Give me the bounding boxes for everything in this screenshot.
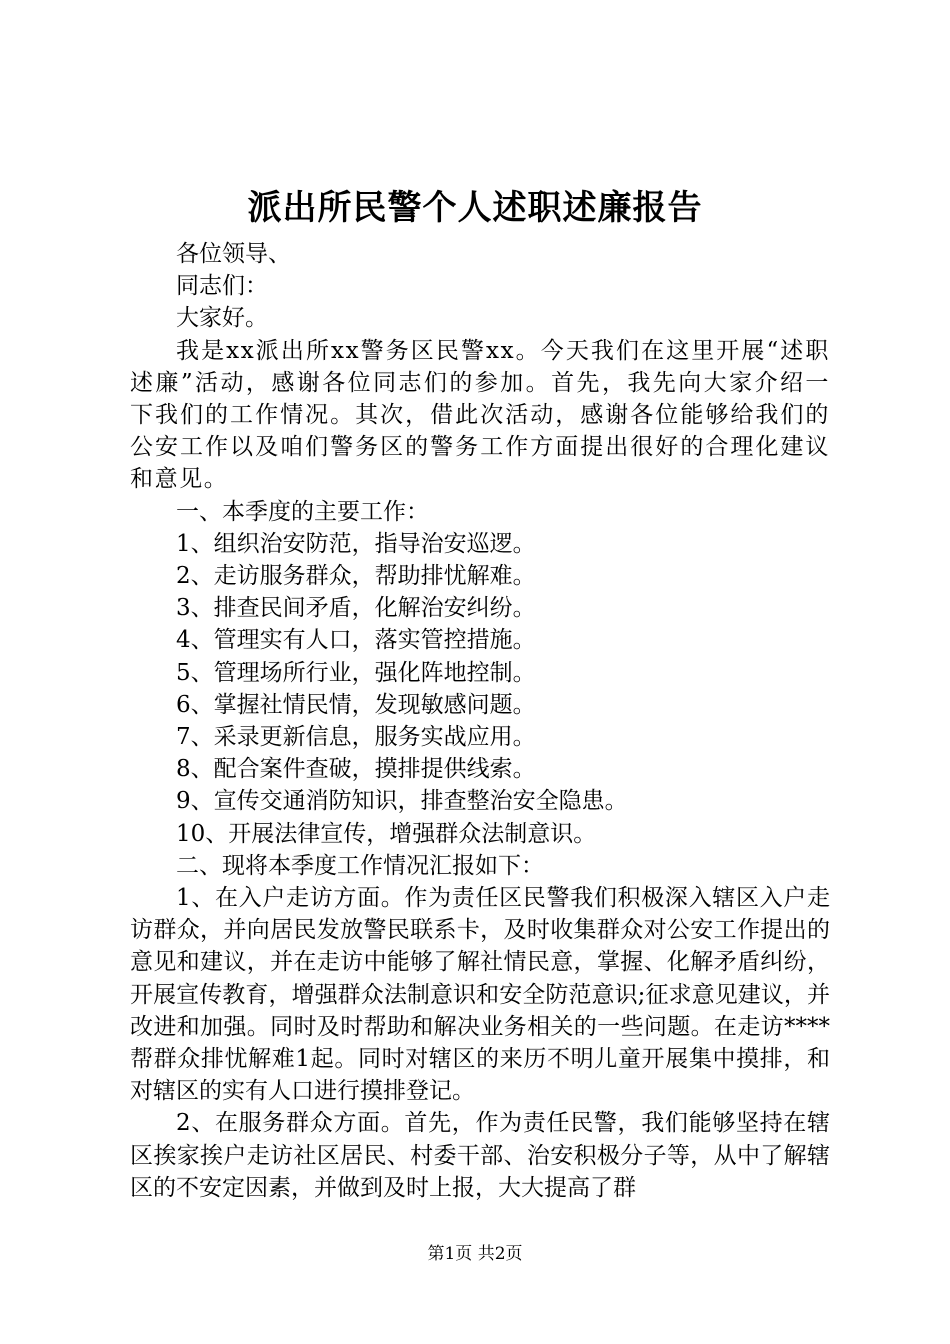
list-item: 3、排查民间矛盾，化解治安纠纷。 — [176, 595, 536, 622]
document-body — [130, 238, 830, 1204]
section-heading-main-work: 一、本季度的主要工作： — [176, 498, 429, 525]
salutation-leaders: 各位领导、 — [176, 241, 291, 267]
list-item: 2、走访服务群众，帮助排忧解难。 — [176, 563, 536, 590]
paragraph-home-visits: 1、在入户走访方面。作为责任区民警我们积极深入辖区入户走访群众，并向居民发放警民联系卡，及时收集群众对公安工作提出的意见和建议，并在走访中能够了解社情民意，掌握、化解矛盾纠纷，开展宣传教育，增强群众法制意识和安全防范意识;征求意见建议，并改进和加强。同时及时帮助和解决业务相关的一些问题。在走访****帮群众排忧解难1起。同时对辖区的来历不明儿童开展集中摸排，和对辖区的实有人口进行摸排登记。 — [130, 885, 830, 1105]
document-title: 派出所民警个人述职述廉报告 — [247, 188, 703, 228]
list-item: 5、管理场所行业，强化阵地控制。 — [176, 659, 536, 686]
salutation-comrades: 同志们： — [176, 273, 268, 300]
list-item: 8、配合案件查破，摸排提供线索。 — [176, 756, 536, 783]
page-footer: 第1页 共2页 — [427, 1244, 523, 1264]
list-item: 9、宣传交通消防知识，排查整治安全隐患。 — [176, 788, 628, 815]
section-heading-report: 二、现将本季度工作情况汇报如下： — [176, 852, 544, 879]
list-item: 4、管理实有人口，落实管控措施。 — [176, 627, 536, 654]
list-item: 10、开展法律宣传，增强群众法制意识。 — [176, 820, 597, 847]
greeting: 大家好。 — [176, 305, 268, 332]
list-item: 1、组织治安防范，指导治安巡逻。 — [176, 530, 536, 557]
list-item: 6、掌握社情民情，发现敏感问题。 — [176, 691, 536, 718]
list-item: 7、采录更新信息，服务实战应用。 — [176, 724, 536, 751]
paragraph-intro: 我是xx派出所xx警务区民警xx。今天我们在这里开展“述职述廉”活动，感谢各位同志们的参加。首先，我先向大家介绍一下我们的工作情况。其次，借此次活动，感谢各位能够给我们的公安工作以及咱们警务区的警务工作方面提出很好的合理化建议和意见。 — [130, 337, 830, 493]
paragraph-serving-public: 2、在服务群众方面。首先，作为责任民警，我们能够坚持在辖区挨家挨户走访社区居民、村委干部、治安积极分子等，从中了解辖区的不安定因素，并做到及时上报，大大提高了群 — [130, 1110, 830, 1201]
